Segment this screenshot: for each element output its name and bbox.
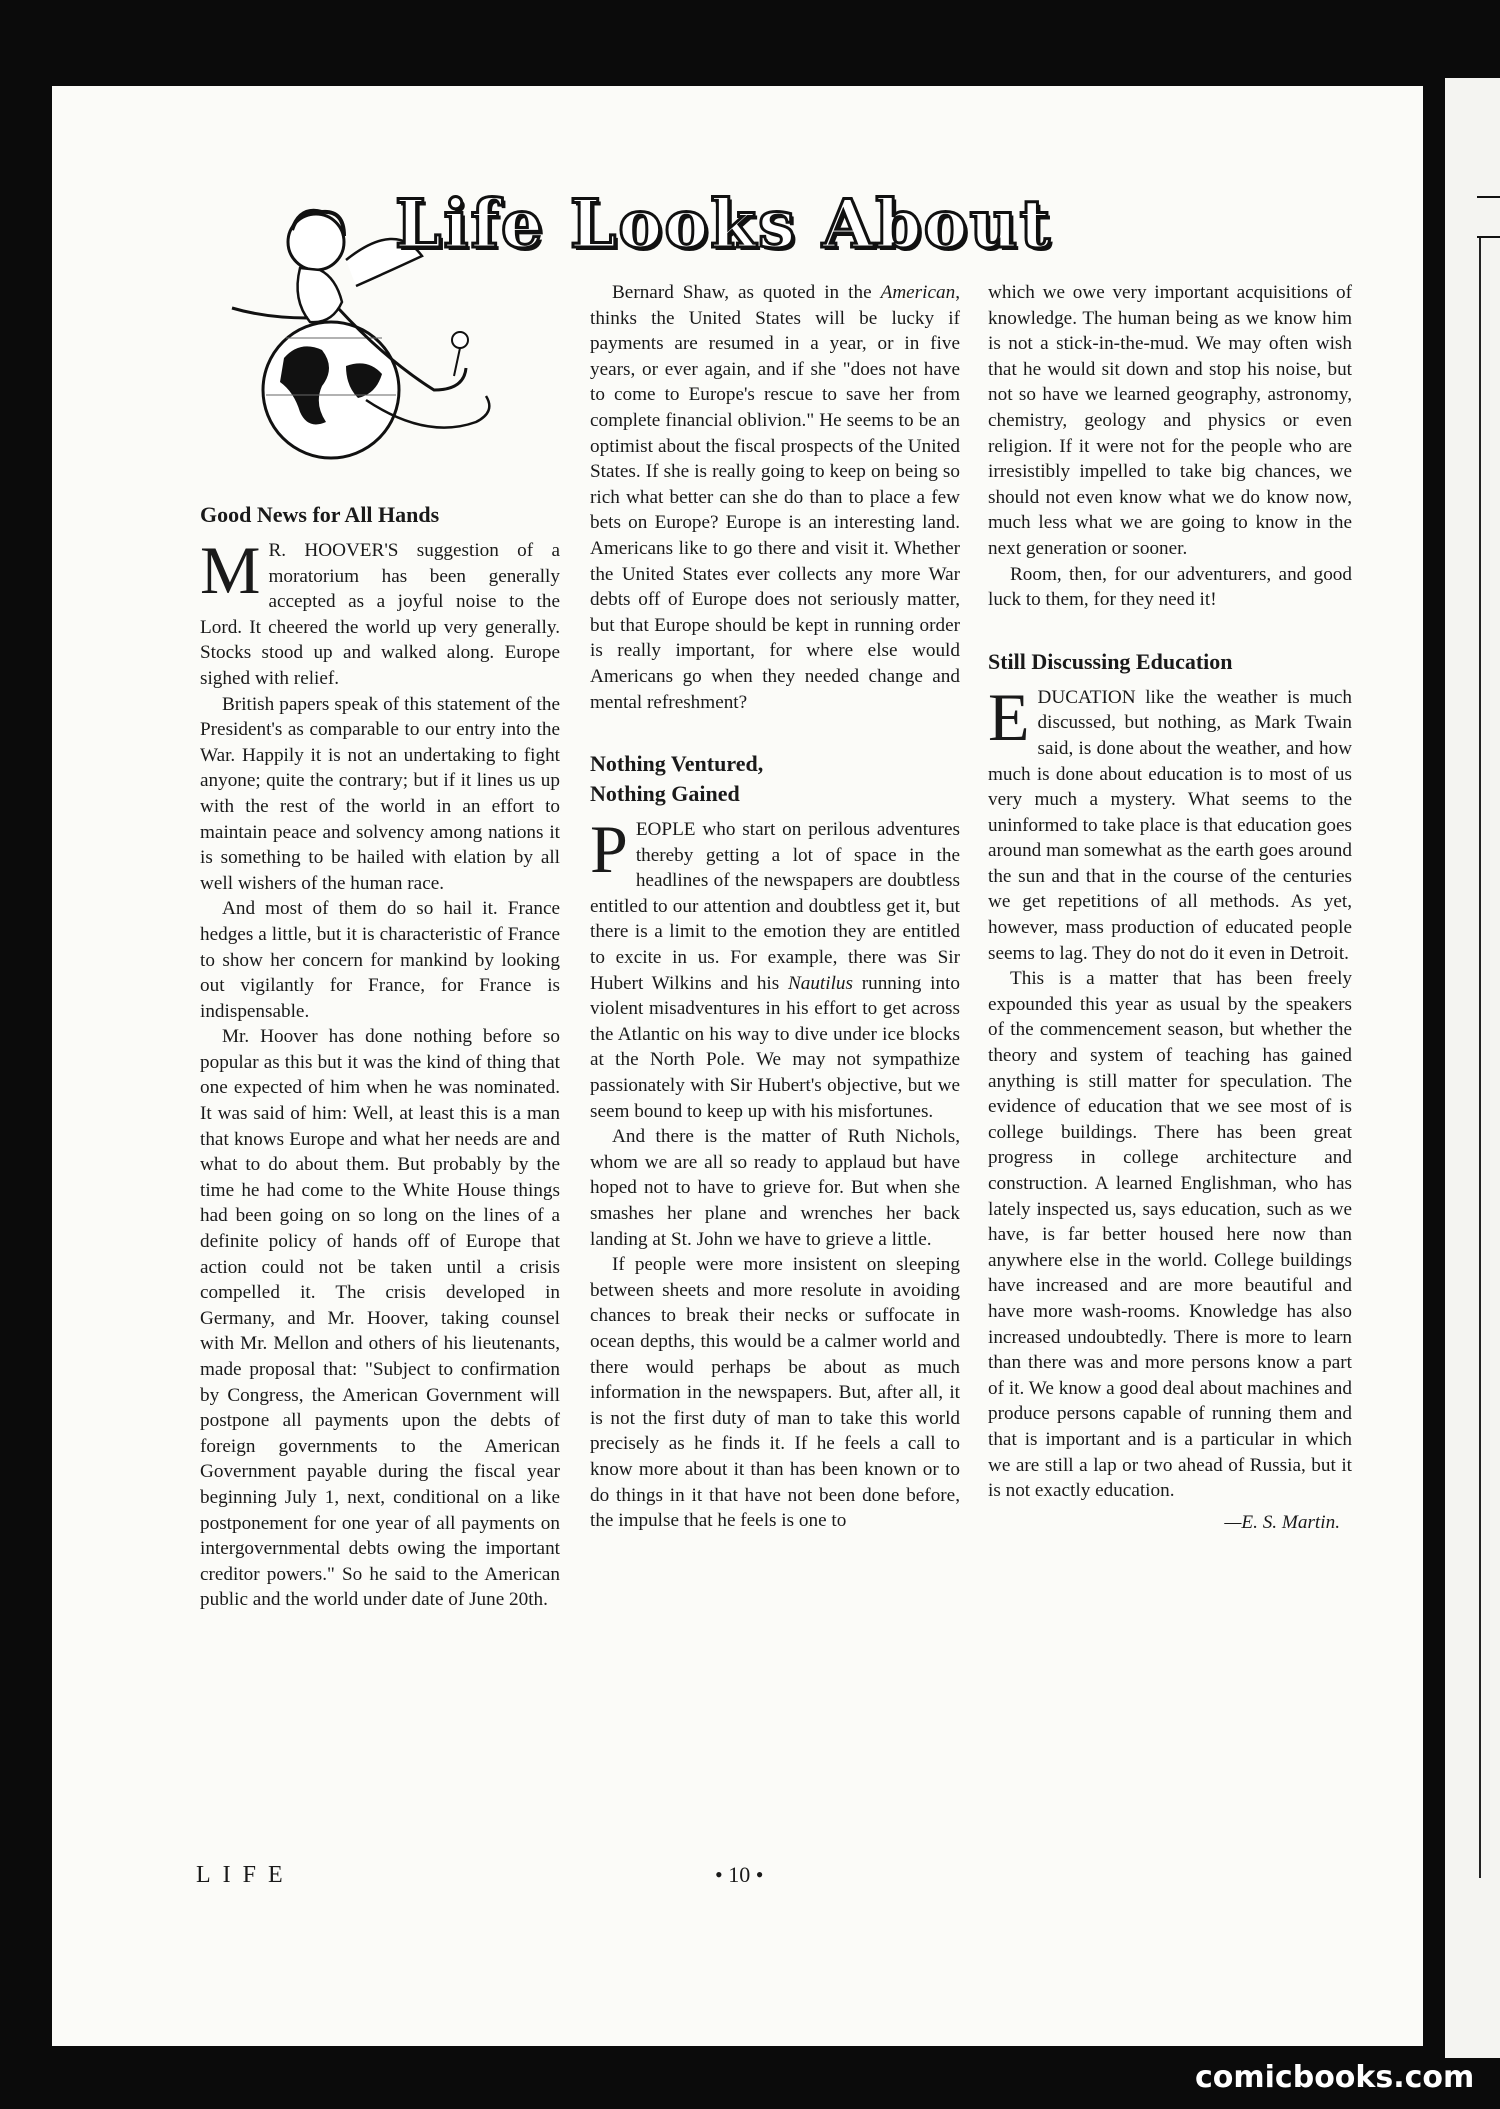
drop-cap: M — [200, 532, 261, 608]
italic-text: Nautilus — [787, 972, 853, 994]
paragraph-text: Bernard Shaw, as quoted in the — [612, 282, 881, 303]
article-headline — [590, 749, 960, 809]
adjacent-page-edge — [1445, 78, 1500, 2058]
italic-text: American — [880, 282, 956, 303]
article-paragraph: If people were more insistent on sleeping between sheets and more resolute in avoiding chances to break their necks or suffocate in ocean depths, this would be a calmer world and there would perhaps be about as much information in the newspapers. But, after all, it is not the first duty of man to take this world precisely as he finds it. If he feels a call to know more about it than has been known or to do things in it that have not been done before, the impulse that he feels is one to — [590, 1254, 960, 1532]
article-paragraph — [590, 280, 960, 715]
edge-rule — [1477, 196, 1500, 198]
column-2 — [590, 280, 960, 1534]
magazine-name: LIFE — [196, 1862, 295, 1888]
paragraph-text: running into violent misadventures in his effort to get across the Atlantic on his way to dive under ice blocks at the North Pole. We may not sympathize passionately with Sir Hubert's objective, but we seem bound to keep up with his misfortunes. — [590, 972, 960, 1122]
headline-line: Nothing Ventured, — [590, 751, 764, 777]
article-paragraph: And there is the matter of Ruth Nichols, whom we are all so ready to applaud but have hoped not to have to grieve for. But when she smashes her plane and wrenches her back landing at St. John we have to grieve a little. — [590, 1126, 960, 1250]
drop-cap: E — [988, 678, 1030, 755]
paragraph-text: R. HOOVER'S suggestion of a moratorium has been generally accepted as a joyful noise to the Lord. It cheered the world up very generally. Stocks stood up and walked along. Europe sighed with relief. — [200, 540, 560, 689]
article-paragraph: This is a matter that has been freely expounded this year as usual by the speakers of the commencement season, but whether the theory and system of teaching has gained anything is still matter for speculation. The evidence of education that we see most of is college buildings. There has been great progress in college architecture and construction. A learned Englishman, who has lately inspected us, says education, such as we have, is far better housed here now than anywhere else in the world. College buildings have increased and are more beautiful and have more wash-rooms. Knowledge has also increased undoubtedly. There is more to learn than there was and more persons know a part of it. We know a good deal about machines and produce persons capable of running them and that is important and is a particular in which we are still a lap or two ahead of Russia, but it is not exactly education. — [988, 968, 1352, 1502]
headline-line: Nothing Gained — [590, 781, 740, 807]
drop-cap: P — [590, 811, 628, 888]
paragraph-text: EOPLE who start on perilous adventures thereby getting a lot of space in the headlines of the newspapers are doubtless entitled to our attention and doubtless get it, but there is a limit to the emotion they are entitled to excite in us. For example, there was Sir Hubert Wilkins and his — [590, 819, 960, 994]
paragraph-text: , thinks the United States will be lucky if payments are resumed in a year, or in five years, or ever again, and if she "does not have to come to Europe's rescue to save her from complete financial oblivion." He seems to be an optimist about the fiscal prospects of the United States. If she is really going to keep on being so rich what better can she do than to place a few bets on Europe? Europe is an interesting land. Americans like to go there and visit it. Whether the United States ever collects any more War debts off of Europe does not seriously matter, but that Europe should be kept in running order is really important, for where else would Americans go when they needed change and mental refreshment? — [590, 282, 960, 713]
article-paragraph — [590, 811, 960, 1124]
article-headline: Good News for All Hands — [200, 502, 440, 527]
article-paragraph — [200, 532, 560, 692]
article-paragraph: which we owe very important acquisitions of knowledge. The human being as we know him is not a stick-in-the-mud. We may often wish that he would sit down and stop his noise, but not so have we learned geography, astronomy, chemistry, geology and physics or even religion. If it were not for the people who are irresistibly impelled to take big chances, we should not even know what we do know now, much less what we are going to know in the next generation or sooner. — [988, 282, 1352, 559]
edge-line — [1479, 238, 1481, 1878]
article-paragraph: Room, then, for our adventurers, and good luck to them, for they need it! — [988, 563, 1352, 611]
paragraph-text: DUCATION like the weather is much discussed, but nothing, as Mark Twain said, is done about the weather, and how much is done about education is to most of us very much a mystery. What seems to the uninformed to take place is that education goes around man somewhat as the earth goes around the sun and that in the course of the centuries we get repetitions of all methods. As yet, however, mass production of educated people seems to lag. They do not do it even in Detroit. — [988, 686, 1352, 964]
author-signature: —E. S. Martin. — [1224, 1511, 1340, 1533]
article-paragraph: Mr. Hoover has done nothing before so popular as this but it was the kind of thing that one expected of him when he was nominated. It was said of him: Well, at least this is a man that knows Europe and what her needs are and what to do about them. But probably by the time he had come to the White House things had been going on so long on the lines of a definite policy of hands off of Europe that action could not be taken until a crisis compelled it. The crisis developed in Germany, and Mr. Hoover, taking counsel with Mr. Mellon and others of his lieutenants, made proposal that: "Subject to confirmation by Congress, the American Government will postpone all payments upon the debts of foreign governments to the American Government payable during the fiscal year beginning July 1, next, conditional on a like postponement for one year of all payments on intergovernmental debts owing the important creditor powers." So he said to the American public and the world under date of June 20th. — [200, 1026, 560, 1611]
masthead-title: Life Looks About — [395, 185, 1053, 263]
page-number: • 10 • — [715, 1862, 764, 1887]
watermark: comicbooks.com — [1195, 2060, 1475, 2095]
article-headline: Still Discussing Education — [988, 648, 1233, 674]
article-paragraph — [988, 678, 1352, 967]
article-paragraph: And most of them do so hail it. France hedges a little, but it is characteristic of France to show her concern for mankind by looking out vigilantly for France, for France is indispensable. — [200, 898, 560, 1022]
article-paragraph: British papers speak of this statement of the President's as comparable to our entry into the War. Happily it is not an undertaking to fight anyone; quite the contrary; but if it lines us up with the rest of the world in an effort to maintain peace and solvency among nations it is something to be hailed with elation by all well wishers of the human race. — [200, 693, 560, 894]
column-1 — [200, 500, 560, 1613]
column-3 — [988, 280, 1352, 1535]
